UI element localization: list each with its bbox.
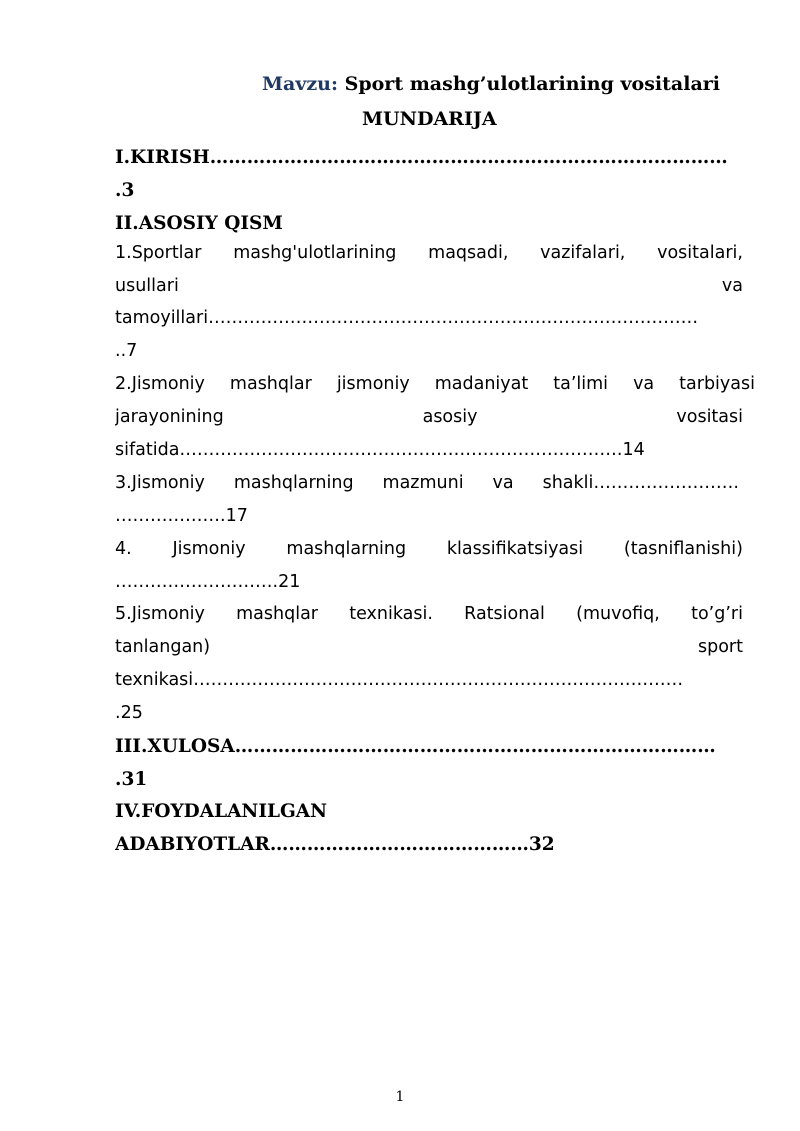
toc-word: usullari [115,276,179,296]
toc-entry-2-line-2 [115,401,743,434]
toc-word: tarbiyasi [679,374,755,394]
toc-word: 5.Jismoniy [115,604,205,624]
toc-word: to’g’ri [691,604,743,624]
toc-word: asosiy [422,407,478,427]
toc-word: klassifikatsiyasi [446,539,584,559]
toc-word: vositalari, [657,243,743,263]
document-topic [262,73,720,95]
toc-word: mashqlar [236,604,318,624]
toc-word: Ratsional [464,604,545,624]
toc-word: mashg'ulotlarining [233,243,397,263]
toc-section-asosiy-qism: II.ASOSIY QISM [115,213,283,234]
toc-word: vositasi [676,407,743,427]
toc-word: jarayonining [115,407,224,427]
toc-word: shakli……………………. [542,473,739,493]
topic-label: Mavzu: [262,73,338,95]
toc-entry-2-line-3: sifatida………………………………………………………………….14 [115,440,645,460]
toc-entry-adabiyotlar-line-2: ADABIYOTLAR……………………………………32 [115,834,555,855]
toc-word: Jismoniy [172,539,246,559]
toc-entry-xulosa-page: .31 [115,769,148,790]
toc-entry-5-line-2 [115,631,743,664]
toc-word: mashqlarning [286,539,407,559]
toc-entry-1-line-3: tamoyillari………………………………………………………………………… [115,308,699,328]
toc-word: maqsadi, [428,243,509,263]
page-number: 1 [395,1089,405,1105]
topic-title: Sport mashg’ulotlarining vositalari [344,73,720,95]
toc-word: (muvofiq, [576,604,660,624]
toc-entry-3-line-1 [115,467,739,500]
toc-entry-4-page: ……………………….21 [115,572,301,592]
toc-word: mashqlar [229,374,312,394]
toc-word: mashqlarning [233,473,354,493]
toc-word: va [492,473,514,493]
toc-word: 1.Sportlar [115,243,202,263]
toc-word: va [721,276,743,296]
toc-word: 3.Jismoniy [115,473,205,493]
toc-word: sport [698,637,743,657]
toc-word: jismoniy [336,374,410,394]
toc-word: (tasniflanishi) [623,539,743,559]
toc-word: 4. [115,539,132,559]
toc-entry-kirish-page: .3 [115,180,135,201]
toc-entry-xulosa: III.XULOSA…………………………………………………………………… [115,736,716,757]
toc-entry-5-line-3: texnikasi………………………………………………………………………… [115,670,684,690]
toc-word: texnikasi. [349,604,433,624]
toc-entry-3-page: ……………….17 [115,506,248,526]
toc-word: va [633,374,655,394]
toc-entry-4-line-1 [115,533,743,566]
toc-word: ta’limi [553,374,609,394]
toc-word: vazifalari, [540,243,626,263]
toc-entry-2-line-1 [115,368,755,401]
toc-entry-1-line-2 [115,270,743,303]
toc-entry-1-page: ..7 [115,341,138,361]
toc-word: tanlangan) [115,637,211,657]
toc-entry-5-page: .25 [115,703,143,723]
toc-word: 2.Jismoniy [115,374,205,394]
toc-word: mazmuni [382,473,464,493]
toc-heading: MUNDARIJA [362,108,497,130]
toc-word: madaniyat [434,374,529,394]
toc-entry-kirish: I.KIRISH………………………………………………………………………… [115,147,728,168]
toc-entry-adabiyotlar-line-1: IV.FOYDALANILGAN [115,801,328,822]
toc-entry-5-line-1 [115,598,743,631]
toc-entry-1-line-1 [115,237,743,270]
